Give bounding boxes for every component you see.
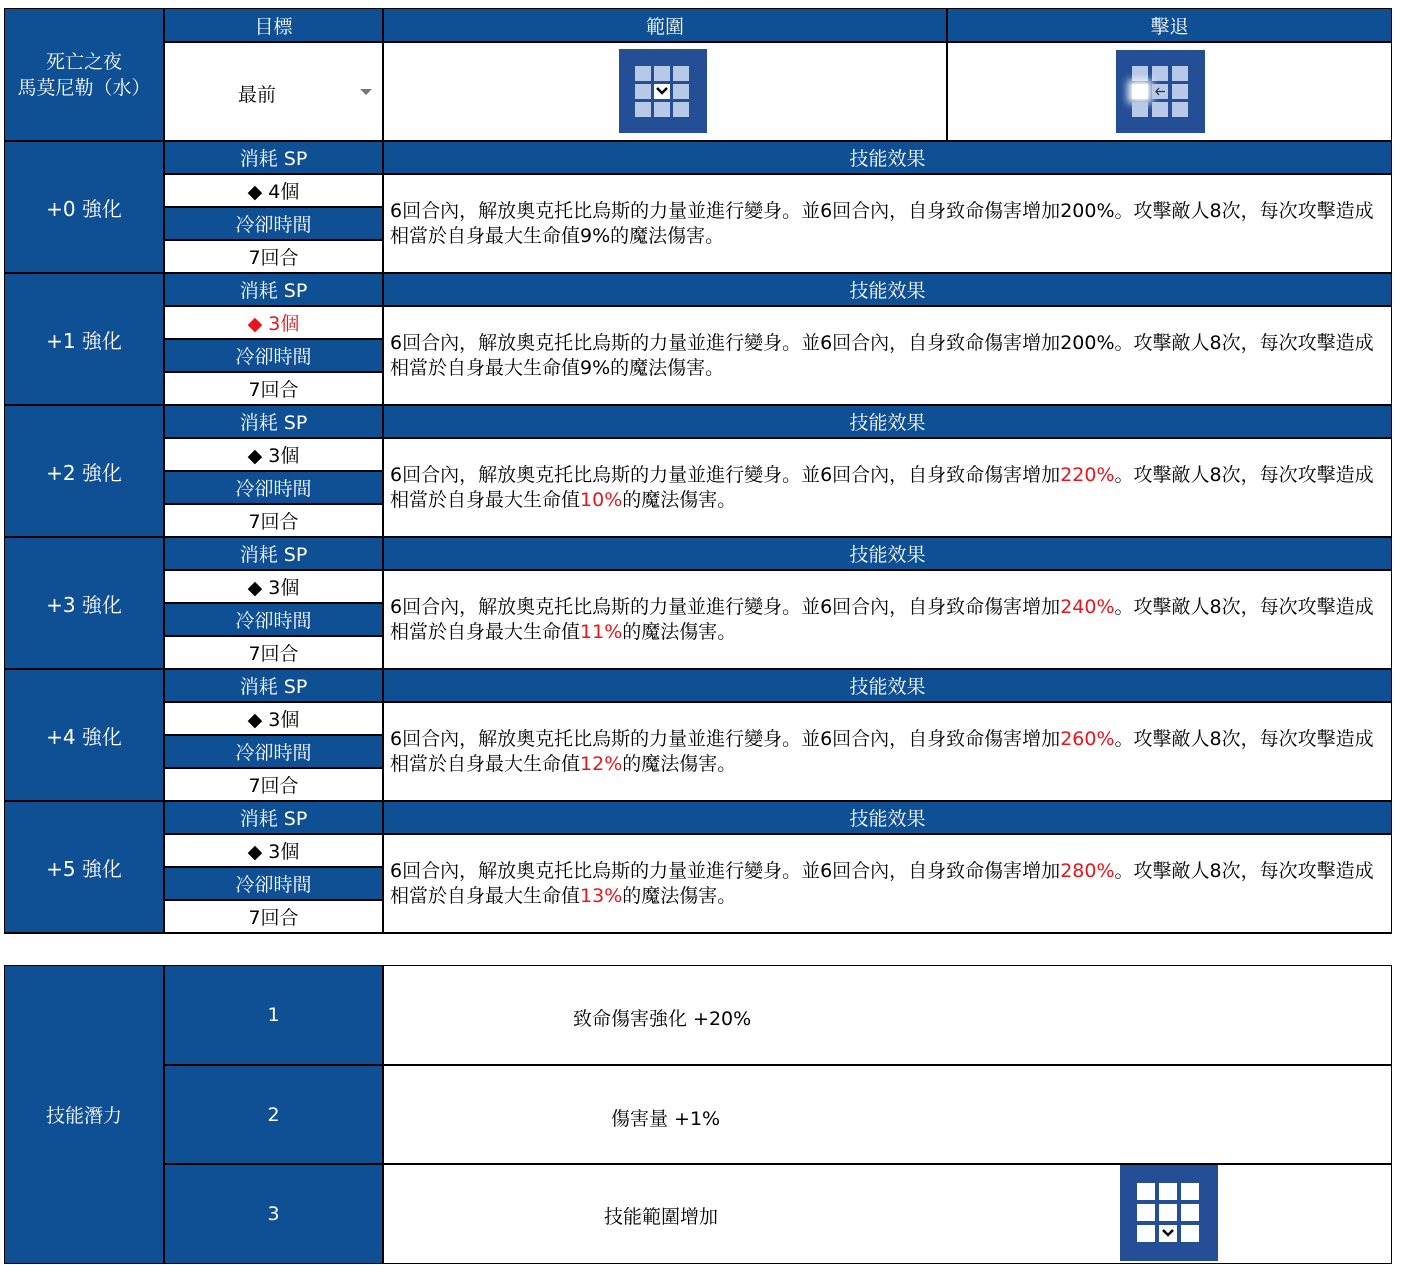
- effect-segment: 的魔法傷害。: [622, 752, 737, 775]
- potential-num-3: 3: [165, 1165, 382, 1263]
- sp-value: ◆ 3個: [165, 835, 382, 866]
- effect-segment: 的魔法傷害。: [622, 884, 737, 907]
- potential-title: 技能潛力: [5, 966, 163, 1263]
- effect-text: [384, 571, 1391, 668]
- level-name: +5 強化: [5, 802, 163, 932]
- effect-segment: 。攻擊敵人8次，每次攻擊造成相當於自身最大生命值: [390, 331, 1374, 379]
- effect-label: 技能效果: [384, 670, 1391, 701]
- grid-knockback-left-icon: [1116, 50, 1205, 133]
- col-knockback-header: 擊退: [948, 9, 1391, 41]
- effect-segment: 的魔法傷害。: [622, 620, 737, 643]
- sp-label: 消耗 SP: [165, 274, 382, 305]
- cooldown-value: 7回合: [165, 373, 382, 404]
- sp-label: 消耗 SP: [165, 538, 382, 569]
- effect-segment: 。攻擊敵人8次，每次攻擊造成相當於自身最大生命值: [390, 199, 1374, 247]
- effect-label: 技能效果: [384, 142, 1391, 173]
- effect-value: 260%: [1060, 727, 1115, 750]
- effect-segment: 。攻擊敵人8次，每次攻擊造成相當於自身最大生命值: [390, 463, 1374, 511]
- sp-value: ◆ 4個: [165, 175, 382, 206]
- cooldown-value: 7回合: [165, 901, 382, 932]
- effect-text: [384, 835, 1391, 932]
- cooldown-label: 冷卻時間: [165, 208, 382, 239]
- potential-num-1: 1: [165, 966, 382, 1064]
- effect-segment: 。攻擊敵人8次，每次攻擊造成相當於自身最大生命值: [390, 727, 1374, 775]
- knockback-cell: [948, 43, 1391, 140]
- character-name-line2: 馬莫尼勒（水）: [17, 76, 151, 99]
- level-name: +2 強化: [5, 406, 163, 536]
- cooldown-value: 7回合: [165, 637, 382, 668]
- potential-row-1: [384, 966, 1391, 1064]
- cooldown-label: 冷卻時間: [165, 340, 382, 371]
- potential-text-1: 致命傷害強化 +20%: [573, 1008, 752, 1030]
- effect-text: [384, 703, 1391, 800]
- level-name: +4 強化: [5, 670, 163, 800]
- sp-label: 消耗 SP: [165, 406, 382, 437]
- chevron-down-icon: [360, 89, 372, 95]
- cooldown-label: 冷卻時間: [165, 868, 382, 899]
- effect-value: 240%: [1060, 595, 1115, 618]
- effect-value: 200%: [1060, 331, 1115, 354]
- effect-segment: 的魔法傷害。: [610, 356, 725, 379]
- effect-text: [384, 439, 1391, 536]
- effect-paragraph: [390, 727, 1383, 777]
- sp-label: 消耗 SP: [165, 802, 382, 833]
- sp-value: ◆ 3個: [165, 703, 382, 734]
- level-name: +3 強化: [5, 538, 163, 668]
- effect-paragraph: [390, 463, 1383, 513]
- effect-segment: 6回合內，解放奧克托比烏斯的力量並進行變身。並6回合內，自身致命傷害增加: [390, 859, 1061, 882]
- range-cell: [384, 43, 946, 140]
- effect-paragraph: [390, 859, 1383, 909]
- effect-segment: 6回合內，解放奧克托比烏斯的力量並進行變身。並6回合內，自身致命傷害增加: [390, 331, 1061, 354]
- sp-value: ◆ 3個: [165, 571, 382, 602]
- effect-value: 12%: [580, 752, 623, 775]
- cooldown-label: 冷卻時間: [165, 736, 382, 767]
- potential-text-2: 傷害量 +1%: [611, 1108, 721, 1130]
- effect-text: [384, 175, 1391, 272]
- character-name-line1: 死亡之夜: [45, 50, 122, 73]
- effect-label: 技能效果: [384, 538, 1391, 569]
- effect-segment: 的魔法傷害。: [610, 224, 725, 247]
- sp-label: 消耗 SP: [165, 142, 382, 173]
- cooldown-value: 7回合: [165, 505, 382, 536]
- level-name: +1 強化: [5, 274, 163, 404]
- effect-segment: 6回合內，解放奧克托比烏斯的力量並進行變身。並6回合內，自身致命傷害增加: [390, 199, 1061, 222]
- grid-target-down-icon: [619, 49, 707, 133]
- cooldown-value: 7回合: [165, 769, 382, 800]
- character-name-cell: [5, 9, 163, 140]
- effect-value: 200%: [1060, 199, 1115, 222]
- effect-label: 技能效果: [384, 406, 1391, 437]
- effect-segment: 6回合內，解放奧克托比烏斯的力量並進行變身。並6回合內，自身致命傷害增加: [390, 463, 1061, 486]
- effect-paragraph: [390, 331, 1383, 381]
- target-select[interactable]: [165, 43, 382, 140]
- effect-segment: 。攻擊敵人8次，每次攻擊造成相當於自身最大生命值: [390, 859, 1374, 907]
- effect-segment: 。攻擊敵人8次，每次攻擊造成相當於自身最大生命值: [390, 595, 1374, 643]
- target-value: 最前: [238, 84, 277, 106]
- effect-paragraph: [390, 595, 1383, 645]
- effect-value: 10%: [580, 488, 623, 511]
- effect-value: 220%: [1060, 463, 1115, 486]
- cooldown-label: 冷卻時間: [165, 604, 382, 635]
- effect-value: 13%: [580, 884, 623, 907]
- potential-text-3: 技能範圍增加: [604, 1206, 719, 1228]
- potential-row-2: [384, 1066, 1391, 1163]
- effect-label: 技能效果: [384, 274, 1391, 305]
- sp-value: ◆ 3個: [165, 307, 382, 338]
- effect-value: 9%: [580, 224, 611, 247]
- effect-paragraph: [390, 199, 1383, 249]
- col-range-header: 範圍: [384, 9, 946, 41]
- sp-label: 消耗 SP: [165, 670, 382, 701]
- effect-label: 技能效果: [384, 802, 1391, 833]
- effect-segment: 的魔法傷害。: [622, 488, 737, 511]
- effect-value: 9%: [580, 356, 611, 379]
- level-name: +0 強化: [5, 142, 163, 272]
- effect-segment: 6回合內，解放奧克托比烏斯的力量並進行變身。並6回合內，自身致命傷害增加: [390, 595, 1061, 618]
- effect-text: [384, 307, 1391, 404]
- effect-value: 280%: [1060, 859, 1115, 882]
- potential-row-3: [384, 1165, 1391, 1263]
- col-target-header: 目標: [165, 9, 382, 41]
- effect-segment: 6回合內，解放奧克托比烏斯的力量並進行變身。並6回合內，自身致命傷害增加: [390, 727, 1061, 750]
- potential-num-2: 2: [165, 1066, 382, 1163]
- cooldown-label: 冷卻時間: [165, 472, 382, 503]
- grid-range-increase-icon: [1120, 1165, 1218, 1261]
- effect-value: 11%: [580, 620, 623, 643]
- sp-value: ◆ 3個: [165, 439, 382, 470]
- cooldown-value: 7回合: [165, 241, 382, 272]
